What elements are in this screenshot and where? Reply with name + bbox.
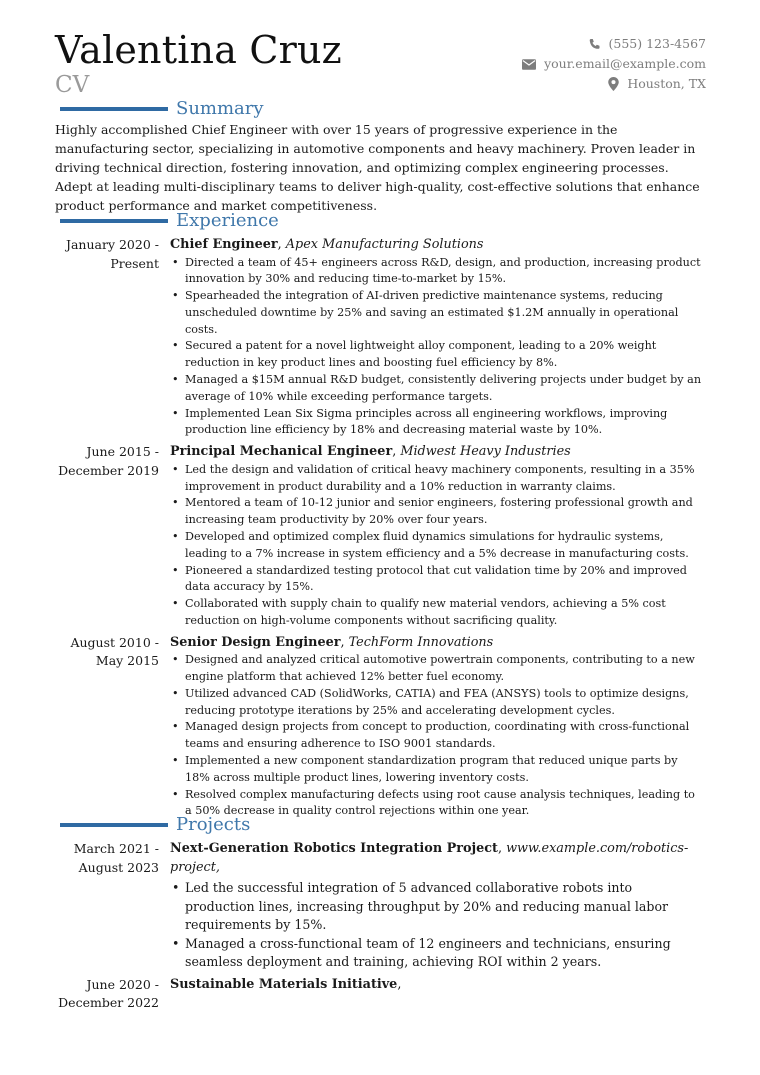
phone-number: (555) 123-4567 [608,36,706,51]
bullet-item: • Implemented a new component standardization program that reduced unique parts by 18% across multiple product lines, lowering inventory costs. [185,753,705,787]
location-text: Houston, TX [627,76,706,91]
bullet-item: • Directed a team of 45+ engineers across R&D, design, and production, increasing product innovation by 30% and reducing time-to-market by 15%. [185,255,705,289]
date-start: March 2021 - [73,841,159,856]
job-dates [55,443,159,629]
document-subtitle: CV [55,72,90,98]
section-accent-bar [60,823,168,827]
job-company: TechForm Innovations [348,634,494,650]
bullet-item: • Led the successful integration of 5 advanced collaborative robots into production lines, increasing throughput by 20% and reducing manual labor requirements by 15%. [185,879,705,935]
section-title: Projects [176,814,251,835]
job-bullets [170,462,705,630]
project-title-line: Next-Generation Robotics Integration Project, www.example.com/robotics- project, [170,841,689,875]
contact-phone[interactable] [522,34,706,54]
email-address: your.email@example.com [544,56,706,71]
envelope-icon [522,59,536,70]
contact-location [522,74,706,94]
project-link-continuation[interactable]: project, [170,859,220,875]
job-title-line: Chief Engineer, Apex Manufacturing Solutions [170,237,484,252]
date-start: August 2010 - [70,634,159,650]
job-company: Apex Manufacturing Solutions [285,237,484,252]
bullet-item: • Managed design projects from concept to production, coordinating with cross-functional teams and ensuring adherence to ISO 9001 standards. [185,719,705,753]
date-end: May 2015 [95,653,159,669]
bullet-item: • Developed and optimized complex fluid dynamics simulations for hydraulic systems, leading to a 7% increase in system efficiency and a 5% decrease in manufacturing costs. [185,529,705,563]
job-title-line: Senior Design Engineer, TechForm Innovations [170,634,494,650]
section-accent-bar [60,107,168,111]
date-start: January 2020 - [65,237,159,252]
project-link[interactable]: www.example.com/robotics- [506,841,689,856]
summary-section [55,98,705,215]
bullet-item: • Implemented Lean Six Sigma principles across all engineering workflows, improving production line efficiency by 18% and decreasing material waste by 10%. [185,406,705,440]
bullet-item: • Secured a patent for a novel lightweight alloy component, leading to a 20% weight reduction in key product lines and boosting fuel efficiency by 8%. [185,338,705,372]
project-dates [55,840,159,972]
contact-email[interactable] [522,54,706,74]
summary-text: Highly accomplished Chief Engineer with over 15 years of progressive experience in the manufacturing sector, specializing in automotive components and heavy machinery. Proven leader in driving technical direction, fostering innovation, and optimizing complex engineering processes. Adept at leading multi-disciplinary teams to deliver high-quality, cost-effective solutions that enhance product performance and market competitiveness. [55,122,700,213]
phone-icon [588,38,601,51]
bullet-item: • Collaborated with supply chain to qualify new material vendors, achieving a 5% cost reduction on high-volume components without sacrificing quality. [185,596,705,630]
date-start: June 2020 - [86,976,159,992]
job-title-line: Principal Mechanical Engineer, Midwest Heavy Industries [170,444,571,460]
project-name: Next-Generation Robotics Integration Project [170,841,498,856]
bullet-item: • Led the design and validation of critical heavy machinery components, resulting in a 35% improvement in product durability and a 10% reduction in warranty claims. [185,462,705,496]
job-bullets [170,652,705,820]
project-entry [55,840,705,972]
bullet-item: • Pioneered a standardized testing protocol that cut validation time by 20% and improved data accuracy by 15%. [185,563,705,597]
bullet-item: • Spearheaded the integration of AI-driven predictive maintenance systems, reducing unscheduled downtime by 25% and saving an estimated $1.2M annually in operational costs. [185,288,705,338]
projects-heading [55,814,705,836]
job-bullets [170,255,705,440]
project-dates [55,976,159,1013]
bullet-item: • Mentored a team of 10-12 junior and senior engineers, fostering professional growth and increasing team productivity by 20% over four years. [185,495,705,529]
bullet-item: • Resolved complex manufacturing defects using root cause analysis techniques, leading to a 50% decrease in quality control rejections within one year. [185,787,705,821]
project-separator: , [397,976,402,992]
date-end: August 2023 [78,859,159,875]
project-name: Sustainable Materials Initiative [170,976,398,992]
experience-heading [55,210,705,232]
job-company: Midwest Heavy Industries [400,444,571,460]
project-bullets [170,879,705,972]
date-end: Present [110,255,159,271]
summary-heading [55,98,705,120]
candidate-name: Valentina Cruz [55,28,342,72]
job-dates [55,634,159,820]
bullet-item: • Managed a $15M annual R&D budget, consistently delivering projects under budget by an average of 10% while exceeding performance targets. [185,372,705,406]
job-entry [55,443,705,629]
section-title: Experience [176,210,279,231]
date-end: December 2022 [58,995,159,1011]
contact-block [522,34,706,94]
section-accent-bar [60,219,168,223]
job-role: Chief Engineer [170,237,278,252]
job-role: Principal Mechanical Engineer [170,444,393,460]
bullet-item: • Designed and analyzed critical automotive powertrain components, contributing to a new engine platform that achieved 12% better fuel economy. [185,652,705,686]
date-start: June 2015 - [86,444,159,460]
project-entry [55,976,705,1013]
bullet-item: • Utilized advanced CAD (SolidWorks, CATIA) and FEA (ANSYS) tools to optimize designs, reducing prototype iterations by 25% and accelerating development cycles. [185,686,705,720]
date-end: December 2019 [58,462,159,478]
job-entry [55,236,705,439]
experience-section [55,210,705,820]
project-title-line [170,976,705,995]
job-entry [55,634,705,820]
job-role: Senior Design Engineer [170,634,341,650]
job-dates [55,236,159,439]
bullet-item: • Managed a cross-functional team of 12 engineers and technicians, ensuring seamless deployment and training, achieving ROI within 2 years. [185,935,705,972]
projects-section [55,814,705,1013]
map-pin-icon [608,77,619,91]
section-title: Summary [176,98,264,119]
